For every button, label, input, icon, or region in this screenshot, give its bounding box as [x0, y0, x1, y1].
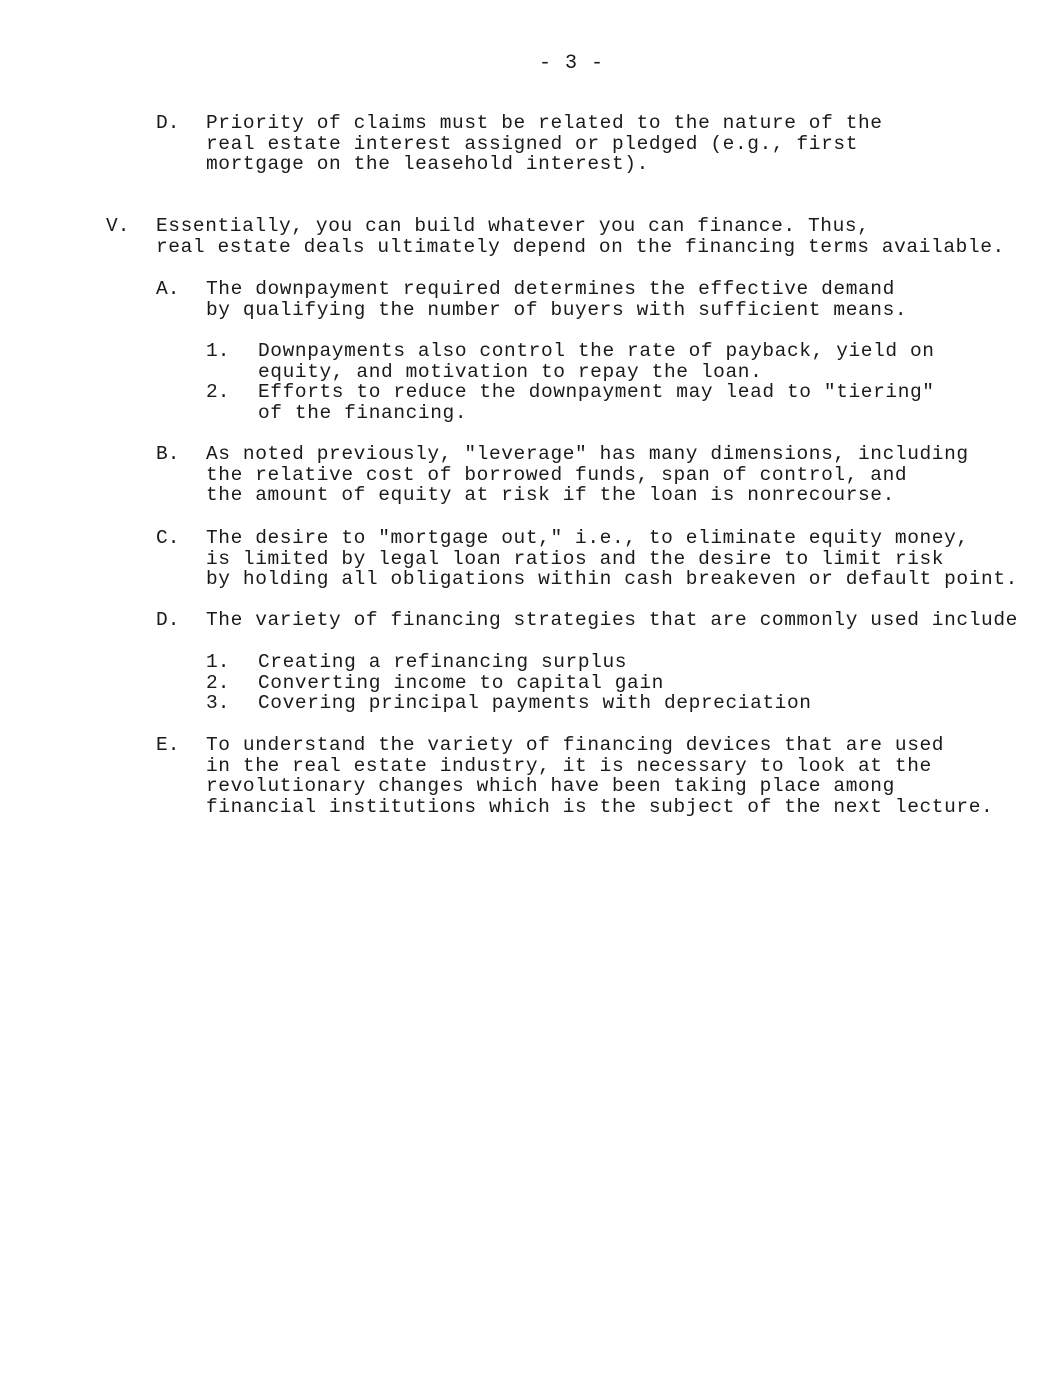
outline-text-line: Essentially, you can build whatever you can finance. Thus,: [156, 215, 870, 237]
outline-marker: 3.: [206, 692, 230, 714]
outline-text-line: The downpayment required determines the effective demand: [206, 278, 895, 300]
outline-text-line: in the real estate industry, it is necessary to look at the: [206, 754, 932, 777]
outline-text-line: Priority of claims must be related to the nature of the: [206, 112, 883, 134]
page-number: - 3 -: [539, 52, 605, 75]
outline-text-line: The desire to "mortgage out," i.e., to eliminate equity money,: [206, 527, 969, 549]
outline-marker: B.: [156, 443, 180, 465]
outline-text-line: real estate deals ultimately depend on the financing terms available.: [156, 235, 1005, 258]
outline-marker: 1.: [206, 340, 230, 362]
outline-marker: D.: [156, 609, 180, 631]
outline-text-line: by qualifying the number of buyers with sufficient means.: [206, 298, 908, 321]
outline-text-line: real estate interest assigned or pledged (e.g., first: [206, 132, 859, 155]
outline-text-line: Covering principal payments with depreciation: [258, 692, 812, 714]
outline-marker: V.: [106, 215, 130, 237]
outline-marker: 1.: [206, 651, 230, 673]
outline-text-line: by holding all obligations within cash breakeven or default point.: [206, 568, 1018, 590]
outline-text-line: the relative cost of borrowed funds, span of control, and: [206, 463, 908, 486]
outline-text-line: Converting income to capital gain: [258, 672, 664, 694]
outline-text-line: revolutionary changes which have been taking place among: [206, 775, 895, 797]
outline-marker: A.: [156, 278, 180, 300]
outline-text-line: Downpayments also control the rate of payback, yield on: [258, 340, 935, 362]
outline-text-line: mortgage on the leasehold interest).: [206, 153, 649, 175]
outline-marker: C.: [156, 527, 180, 549]
outline-text-line: equity, and motivation to repay the loan.: [258, 360, 763, 383]
outline-marker: 2.: [206, 381, 230, 403]
outline-text-line: The variety of financing strategies that are commonly used include: [206, 609, 1018, 631]
outline-text-line: Efforts to reduce the downpayment may lead to "tiering": [258, 381, 935, 403]
outline-text-line: the amount of equity at risk if the loan is nonrecourse.: [206, 484, 895, 506]
outline-text-line: is limited by legal loan ratios and the desire to limit risk: [206, 547, 945, 570]
outline-text-line: Creating a refinancing surplus: [258, 651, 628, 673]
outline-marker: E.: [156, 734, 180, 756]
outline-text-line: financial institutions which is the subject of the next lecture.: [206, 795, 994, 818]
outline-text-line: As noted previously, "leverage" has many dimensions, including: [206, 443, 969, 465]
outline-text-line: of the financing.: [258, 401, 468, 424]
outline-marker: 2.: [206, 672, 230, 694]
outline-text-line: To understand the variety of financing devices that are used: [206, 734, 945, 756]
outline-marker: D.: [156, 112, 180, 134]
